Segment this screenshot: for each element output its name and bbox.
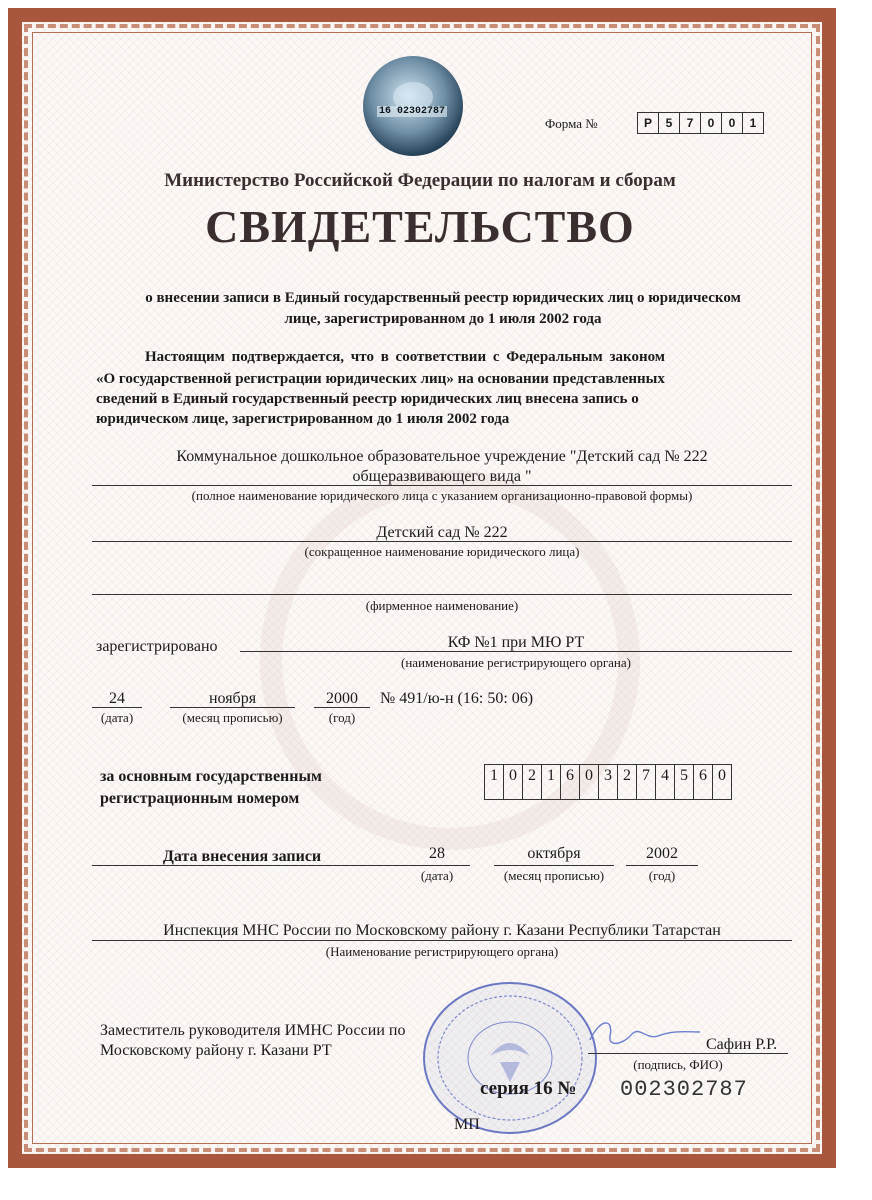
signature-underline: [588, 1053, 788, 1054]
short-name-caption: (сокращенное наименование юридического лица): [304, 544, 580, 559]
ogrn-digit: 6: [693, 764, 713, 800]
entry-year-underline: [626, 865, 698, 866]
series-number: 002302787: [620, 1077, 748, 1102]
stamp-place-mp: МП: [454, 1116, 480, 1133]
registered-caption: (наименование регистрирующего органа): [400, 655, 631, 670]
form-code-cell: 7: [679, 112, 701, 134]
ministry-name: Министерство Российской Федерации по налогам и сборам: [164, 170, 676, 191]
brand-name-underline: [92, 594, 792, 595]
hologram-number: 16 02302787: [379, 106, 446, 117]
ogrn-digit: 0: [712, 764, 732, 800]
entry-year: 2002: [646, 845, 678, 862]
full-name-line-2: общеразвивающего вида ": [352, 468, 532, 485]
form-code-boxes: [638, 112, 764, 134]
registered-underline: [240, 651, 792, 652]
entry-day-caption: (дата): [420, 868, 454, 883]
registered-label: зарегистрировано: [96, 638, 218, 655]
form-label: Форма №: [545, 116, 598, 131]
reg-day-underline: [92, 707, 142, 708]
entry-month-caption: (месяц прописью): [503, 868, 605, 883]
reg-number: № 491/ю-н (16: 50: 06): [380, 690, 534, 707]
form-code-cell: 0: [700, 112, 722, 134]
ogrn-digit: 2: [522, 764, 542, 800]
document-title: СВИДЕТЕЛЬСТВО: [205, 201, 635, 252]
signature-scribble: [584, 1014, 704, 1054]
entry-date-label-underline: [92, 865, 470, 866]
entry-month: октября: [527, 845, 581, 862]
ogrn-digit: 6: [560, 764, 580, 800]
ogrn-digit: 1: [541, 764, 561, 800]
form-code-cell: 0: [721, 112, 743, 134]
ogrn-digit: 3: [598, 764, 618, 800]
intro-line-4: юридическом лице, зарегистрированном до 1 июля 2002 года: [96, 411, 510, 427]
series-label: серия 16 №: [480, 1078, 577, 1099]
ogrn-label-line-2: регистрационным номером: [100, 790, 300, 807]
intro-line-1: Настоящим подтверждается, что в соответствии с Федеральным законом: [145, 349, 666, 365]
ogrn-digit: 1: [484, 764, 504, 800]
form-code-cell: Р: [637, 112, 659, 134]
full-name-line-1: Коммунальное дошкольное образовательное учреждение "Детский сад № 222: [176, 448, 708, 465]
subtitle-line-2: лице, зарегистрированном до 1 июля 2002 года: [284, 311, 602, 327]
ogrn-label-line-1: за основным государственным: [100, 768, 322, 785]
entry-year-caption: (год): [648, 868, 676, 883]
reg-year: 2000: [326, 690, 358, 707]
reg-day: 24: [109, 690, 125, 707]
reg-year-caption: (год): [328, 710, 356, 725]
entry-date-label: Дата внесения записи: [162, 848, 322, 865]
subtitle-line-1: о внесении записи в Единый государственный реестр юридических лиц о юридическом: [145, 290, 741, 306]
ogrn-digit: 5: [674, 764, 694, 800]
intro-line-3: сведений в Единый государственный реестр юридических лиц внесена запись о: [96, 391, 639, 407]
ogrn-boxes: [485, 764, 732, 800]
reg-year-underline: [314, 707, 370, 708]
signatory-line-2: Московскому району г. Казани РТ: [100, 1042, 332, 1059]
registered-value: КФ №1 при МЮ РТ: [447, 634, 585, 651]
reg-month: ноября: [208, 690, 257, 707]
hologram-sticker: [363, 56, 463, 156]
inspection-underline: [92, 940, 792, 941]
official-stamp: [418, 978, 608, 1138]
signatory-name: Сафин Р.Р.: [706, 1036, 778, 1053]
inspection-value: Инспекция МНС России по Московскому району г. Казани Республики Татарстан: [163, 922, 721, 939]
ogrn-digit: 7: [636, 764, 656, 800]
reg-month-underline: [170, 707, 295, 708]
ogrn-digit: 0: [503, 764, 523, 800]
entry-day: 28: [429, 845, 445, 862]
entry-month-underline: [494, 865, 614, 866]
full-name-caption: (полное наименование юридического лица с указанием организационно-правовой формы): [191, 488, 693, 503]
brand-name-caption: (фирменное наименование): [365, 598, 519, 613]
ogrn-digit: 4: [655, 764, 675, 800]
reg-day-caption: (дата): [100, 710, 134, 725]
form-code-cell: 5: [658, 112, 680, 134]
short-name-value: Детский сад № 222: [376, 524, 508, 541]
short-name-underline: [92, 541, 792, 542]
ogrn-digit: 2: [617, 764, 637, 800]
signatory-line-1: Заместитель руководителя ИМНС России по: [100, 1022, 406, 1039]
full-name-underline: [92, 485, 792, 486]
inspection-caption: (Наименование регистрирующего органа): [325, 944, 559, 959]
form-code-cell: 1: [742, 112, 764, 134]
reg-month-caption: (месяц прописью): [182, 710, 283, 725]
ogrn-digit: 0: [579, 764, 599, 800]
intro-line-2: «О государственной регистрации юридических лиц» на основании представленных: [96, 371, 665, 387]
signature-caption: (подпись, ФИО): [633, 1057, 723, 1072]
